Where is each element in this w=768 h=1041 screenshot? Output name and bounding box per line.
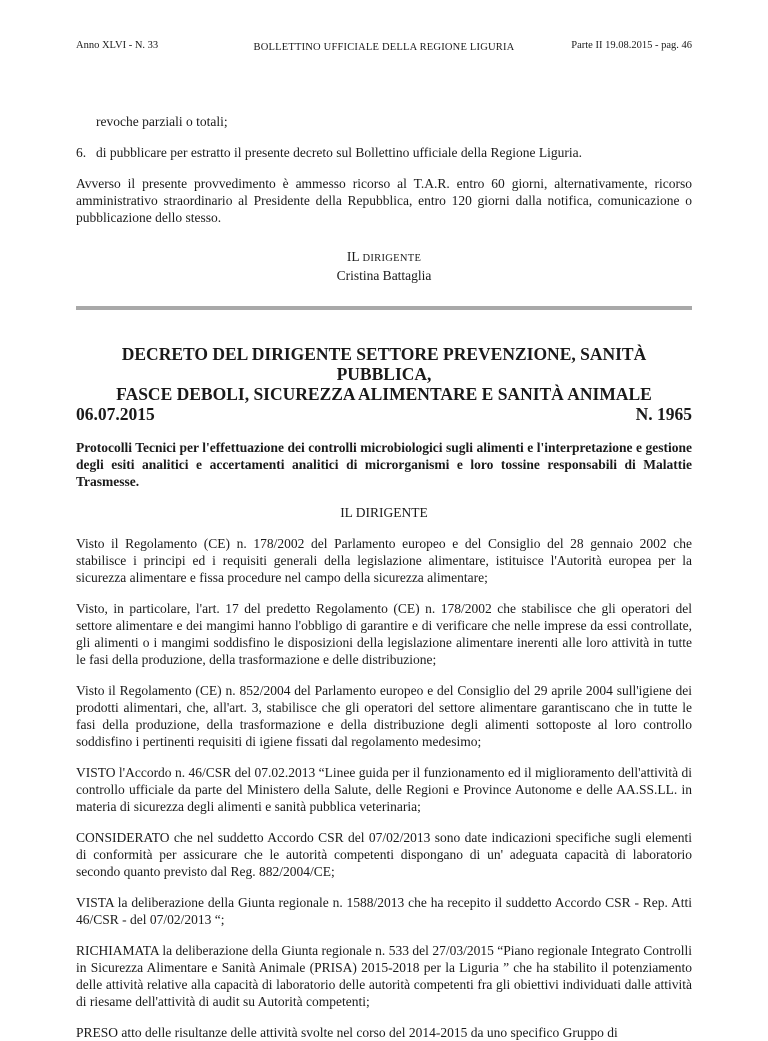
- appeal-paragraph: Avverso il presente provvedimento è ammesso ricorso al T.A.R. entro 60 giorni, alternativamente, ricorso amministrativo straordinario al Presidente della Repubblica, entro 120 giorni dalla notifica, comunicazione o pubblicazione dello stesso.: [76, 176, 692, 225]
- list-item: [76, 144, 692, 161]
- signature-il: IL: [346, 249, 360, 264]
- section-heading: IL DIRIGENTE: [340, 505, 428, 520]
- body-paragraph: VISTO l'Accordo n. 46/CSR del 07.02.2013 “Linee guida per il funzionamento ed il miglioramento dell'attività di controllo ufficiale da parte del Ministero della Salute, delle Regioni e Province Autonome e delle AA.SS.LL. in materia di sicurezza degli alimenti e sanità pubblica veterinaria;: [76, 765, 692, 814]
- page-header: [76, 40, 692, 60]
- decree-subject: Protocolli Tecnici per l'effettuazione dei controlli microbiologici sugli alimenti e l'interpretazione e gestione degli esiti analitici e accertamenti analitici di microrganismi e loro tossine responsabili di Malattie Trasmesse.: [76, 440, 692, 489]
- publication-title: BOLLETTINO UFFICIALE DELLA REGIONE LIGURIA: [253, 42, 515, 53]
- list-item-number: 6.: [76, 145, 87, 160]
- signature-name: Cristina Battaglia: [336, 268, 432, 283]
- continuation-text: revoche parziali o totali;: [96, 114, 228, 129]
- section-divider: [76, 306, 692, 310]
- body-paragraph: PRESO atto delle risultanze delle attività svolte nel corso del 2014-2015 da uno specifico Gruppo di: [76, 1025, 618, 1040]
- decree-date: 06.07.2015: [76, 404, 155, 424]
- signature-role: DIRIGENTE: [362, 253, 422, 264]
- decree-title-line-2: FASCE DEBOLI, SICUREZZA ALIMENTARE E SANITÀ ANIMALE: [116, 384, 652, 404]
- body-paragraph: Visto il Regolamento (CE) n. 852/2004 del Parlamento europeo e del Consiglio del 29 aprile 2004 sull'igiene dei prodotti alimentari, che, all'art. 3, stabilisce che gli operatori del settore alimentare garantiscano che in tutte le fasi della produzione, della trasformazione e della distribuzione degli alimenti sottoposte al loro controllo soddisfino i pertinenti requisiti di igiene fissati dal regolamento medesimo;: [76, 683, 692, 749]
- decree-title: [76, 344, 692, 404]
- body-paragraph: Visto, in particolare, l'art. 17 del predetto Regolamento (CE) n. 178/2002 che stabilisce che gli operatori del settore alimentare e dei mangimi hanno l'obbligo di garantire e di verificare che nelle imprese da essi controllate, gli alimenti o i mangimi soddisfino le disposizioni della legislazione alimentare inerenti alle loro attività in tutte le fasi della produzione, della trasformazione e delle distribuzione;: [76, 601, 692, 667]
- signature-title: [76, 248, 692, 267]
- list-item-text: di pubblicare per estratto il presente decreto sul Bollettino ufficiale della Regione Liguria.: [96, 145, 582, 160]
- page-reference: Parte II 19.08.2015 - pag. 46: [571, 40, 692, 51]
- body-paragraph: Visto il Regolamento (CE) n. 178/2002 del Parlamento europeo e del Consiglio del 28 gennaio 2002 che stabilisce i principi ed i requisiti generali della legislazione alimentare, istituisce l'Autorità europea per la sicurezza alimentare e fissa procedure nel campo della sicurezza alimentare;: [76, 536, 692, 585]
- page-body: [76, 113, 692, 1041]
- issue-number: Anno XLVI - N. 33: [76, 40, 159, 51]
- body-paragraph: RICHIAMATA la deliberazione della Giunta regionale n. 533 del 27/03/2015 “Piano regionale Integrato Controlli in Sicurezza Alimentare e Sanità Animale (PRISA) 2015-2018 per la Liguria ” che ha stabilito il potenziamento delle attività relative alla capacità di laboratorio delle autorità competenti fra gli obiettivi individuati dalle attività di riesame dell'attività di audit su Autorità competenti;: [76, 943, 692, 1009]
- decree-number: N. 1965: [635, 404, 692, 424]
- decree-dateline: [76, 404, 692, 424]
- body-paragraph: VISTA la deliberazione della Giunta regionale n. 1588/2013 che ha recepito il suddetto Accordo CSR - Rep. Atti 46/CSR - del 07/02/2013 “;: [76, 895, 692, 927]
- body-paragraph: CONSIDERATO che nel suddetto Accordo CSR del 07/02/2013 sono date indicazioni specifiche sugli elementi di conformità per assicurare che le autorità competenti dispongano di un' adeguata capacità di laboratorio secondo quanto previsto dal Reg. 882/2004/CE;: [76, 830, 692, 879]
- signature-block: [76, 248, 692, 284]
- decree-title-line-1: DECRETO DEL DIRIGENTE SETTORE PREVENZIONE, SANITÀ PUBBLICA,: [121, 344, 647, 384]
